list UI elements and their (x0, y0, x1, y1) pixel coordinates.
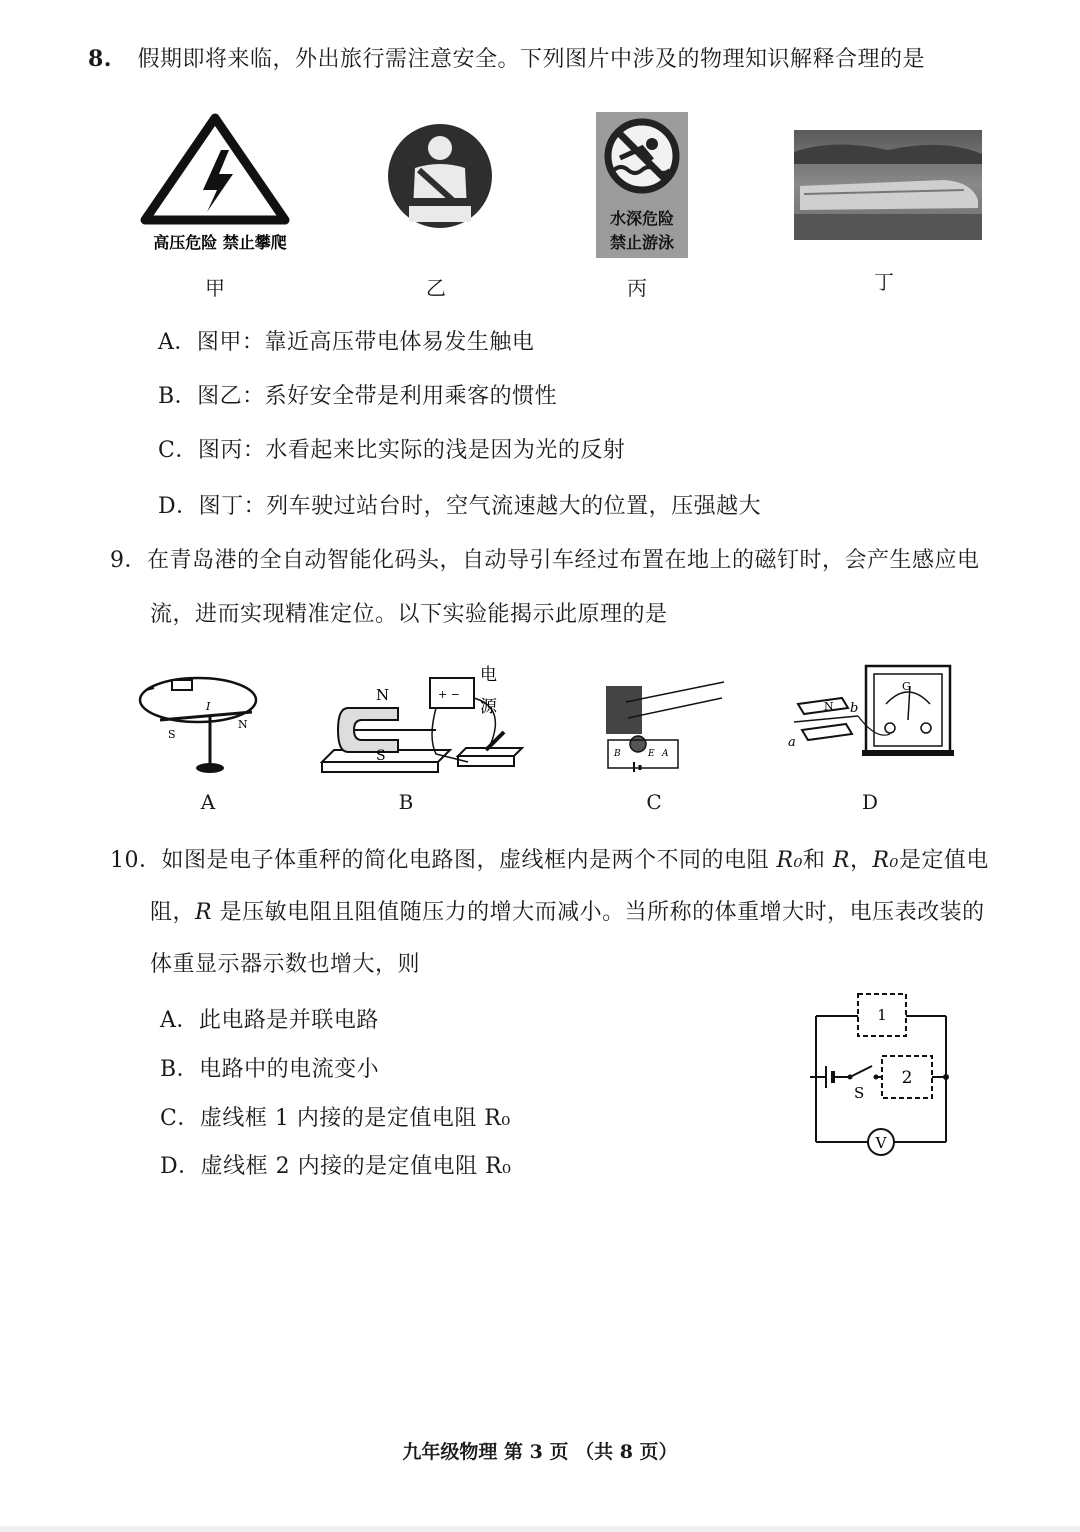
fig-c-mark-e: E (648, 749, 655, 759)
voltmeter-label: V (875, 1134, 887, 1152)
fig-d-mark-a: a (788, 735, 796, 750)
q10-number: 10． (110, 848, 162, 873)
circuit-diagram (806, 986, 962, 1162)
q10-stem-1c: ， (849, 848, 873, 873)
fig-a-mark-n: N (238, 718, 248, 731)
q9-stem-text-1: 在青岛港的全自动智能化码头，自动导引车经过布置在地上的磁钉时，会产生感应电 (147, 548, 980, 573)
q9-stem-line2: 流，进而实现精准定位。以下实验能揭示此原理的是 (150, 602, 668, 627)
figure-label-yi: 乙 (426, 276, 446, 300)
fig-b-mark-n: N (376, 686, 390, 704)
q8-option-a: A．图甲：靠近高压带电体易发生触电 (158, 330, 535, 355)
circuit-box1-label: 1 (877, 1006, 887, 1024)
q10-stem-line2 (150, 898, 985, 928)
fig-b-mark-s: S (376, 748, 386, 764)
figure-label-a: A (200, 790, 216, 814)
figure-label-b: B (398, 790, 414, 814)
train-photo (794, 130, 982, 240)
q10-stem-2a: 阻， (150, 900, 196, 925)
fig-a-mark-i: I (206, 700, 211, 713)
fig-c-mark-b: B (614, 749, 621, 759)
circuit-switch-label: S (854, 1084, 865, 1102)
figure-label-ding: 丁 (874, 270, 894, 294)
q8-option-b: B．图乙：系好安全带是利用乘客的惯性 (158, 384, 558, 409)
figure-label-c: C (646, 790, 662, 814)
no-swimming-icon (596, 112, 688, 258)
q8-option-d: D．图丁：列车驶过站台时，空气流速越大的位置，压强越大 (158, 494, 762, 519)
figure-d-induction-experiment (786, 664, 956, 776)
q8-number: 8. (88, 46, 112, 72)
page-footer: 九年级物理 第 3 页 （共 8 页） (402, 1441, 678, 1463)
fig-c-mark-a: A (662, 749, 669, 759)
q10-stem-1d: 是定值电 (898, 848, 989, 873)
sign-caption-line1: 水深危险 (609, 209, 675, 228)
var-r: R (832, 848, 850, 873)
q10-option-a: A．此电路是并联电路 (160, 1008, 379, 1033)
fig-a-mark-s: S (168, 728, 176, 741)
q9-stem-line1 (110, 546, 980, 576)
q10-option-d: D．虚线框 2 内接的是定值电阻 R₀ (160, 1154, 512, 1179)
seatbelt-icon (385, 118, 495, 238)
fig-b-power-2: 源 (480, 697, 497, 717)
q8-option-c: C．图丙：水看起来比实际的浅是因为光的反射 (158, 438, 626, 463)
q10-stem-1a: 如图是电子体重秤的简化电路图，虚线框内是两个不同的电阻 (161, 848, 777, 873)
var-r-2: R (195, 900, 213, 925)
svg-text:+ −: + − (438, 688, 460, 701)
q10-option-c: C．虚线框 1 内接的是定值电阻 R₀ (160, 1106, 511, 1131)
q10-option-b: B．电路中的电流变小 (160, 1057, 380, 1082)
var-r0: R₀ (776, 848, 803, 873)
fig-b-power-1: 电 (480, 665, 497, 685)
fig-d-mark-b: b (850, 701, 859, 716)
sign-caption-high-voltage: 高压危险 禁止攀爬 (153, 233, 287, 252)
var-r0-2: R₀ (872, 848, 899, 873)
q10-stem-line1 (110, 846, 989, 876)
q10-stem-line3: 体重显示器示数也增大，则 (150, 952, 421, 977)
high-voltage-warning-icon (135, 110, 305, 260)
bottom-strip (0, 1526, 1080, 1532)
q8-stem-text: 假期即将来临，外出旅行需注意安全。下列图片中涉及的物理知识解释合理的是 (137, 47, 925, 72)
figure-label-jia: 甲 (205, 276, 225, 300)
figure-label-bing: 丙 (627, 276, 647, 300)
fig-d-mark-g: G (902, 680, 911, 693)
figure-c-rail-experiment (604, 662, 728, 774)
sign-caption-line2: 禁止游泳 (609, 233, 675, 252)
figure-a-oersted (130, 666, 270, 784)
figure-b-motor-principle (318, 658, 528, 780)
q10-stem-2b: 是压敏电阻且阻值随压力的增大而减小。当所称的体重增大时，电压表改装的 (212, 900, 985, 925)
figure-label-d: D (861, 790, 879, 814)
q9-number: 9． (110, 548, 147, 573)
fig-d-mark-n: N (824, 700, 834, 713)
q10-stem-1b: 和 (802, 848, 833, 873)
q8-stem (88, 44, 925, 75)
circuit-box2-label: 2 (901, 1068, 913, 1088)
